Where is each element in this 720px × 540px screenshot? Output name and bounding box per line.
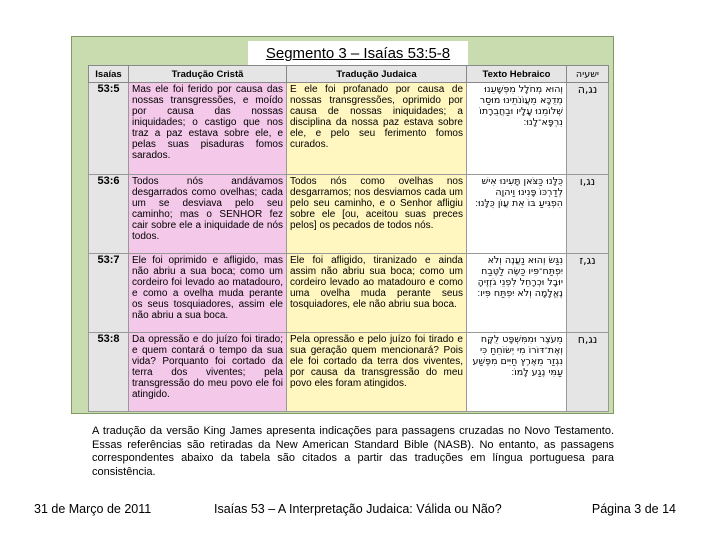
header-isaias: Isaías <box>89 66 129 83</box>
verse-ref: 53:7 <box>89 253 129 332</box>
table-row <box>89 174 609 253</box>
hebrew-verse-ref: נג,ו <box>567 174 609 253</box>
christian-translation: Todos nós andávamos desgarrados como ovelhas; cada um se desviava pelo seu caminho; mas o SENHOR fez cair sobre ele a iniquidade de nós todos. <box>129 174 287 253</box>
christian-translation: Da opressão e do juízo foi tirado; e quem contará o tempo da sua vida? Porquanto foi cortado da terra dos viventes; pela transgressão do meu povo ele foi atingido. <box>129 332 287 411</box>
translation-table <box>88 65 609 412</box>
hebrew-text: מֵעֹצֶר וּמִמִּשְׁפָּט לֻקָּח וְאֶת־דּוֹרוֹ מִי יְשׂוֹחֵחַ כִּי נִגְזַר מֵאֶרֶץ חַיִּים מִפֶּשַׁע עַמִּי נֶגַע לָמוֹ׃ <box>467 332 567 411</box>
hebrew-verse-ref: נג,ה <box>567 83 609 175</box>
header-hebrew-text: Texto Hebraico <box>467 66 567 83</box>
hebrew-text: נִגַּשׂ וְהוּא נַעֲנֶה וְלֹא יִפְתַּח־פִּיו כַּשֶּׂה לַטֶּבַח יוּבָל וּכְרָחֵל לִפְנֵי גֹזְזֶיהָ נֶאֱלָמָה וְלֹא יִפְתַּח פִּיו׃ <box>467 253 567 332</box>
verse-ref: 53:6 <box>89 174 129 253</box>
hebrew-text: כֻּלָּנוּ כַּצֹּאן תָּעִינוּ אִישׁ לְדַרְכּוֹ פָּנִינוּ וַיהוָה הִפְגִּיעַ בּוֹ אֵת עֲוֺן כֻּלָּנוּ׃ <box>467 174 567 253</box>
christian-translation: Ele foi oprimido e afligido, mas não abriu a sua boca; como um cordeiro foi levado ao matadouro, e como a ovelha muda perante os seus tosquiadores, assim ele não abriu a sua boca. <box>129 253 287 332</box>
table-header-row <box>89 66 609 83</box>
jewish-translation: E ele foi profanado por causa de nossas transgressões, oprimido por causa de nossas iniquidades; a disciplina da nossa paz estava sobre ele, e pelo seu ferimento fomos curados. <box>287 83 467 175</box>
jewish-translation: Todos nós como ovelhas nos desgarramos; nos desviamos cada um pelo seu caminho, e o Senhor afligiu sobre ele [ou, aceitou suas preces pelos] os pecados de todos nós. <box>287 174 467 253</box>
verse-ref: 53:5 <box>89 83 129 175</box>
hebrew-verse-ref: נג,ז <box>567 253 609 332</box>
footer-date: 31 de Março de 2011 <box>34 502 152 516</box>
jewish-translation: Pela opressão e pelo juízo foi tirado e sua geração quem mencionará? Pois ele foi cortado da terra dos viventes, por causa da transgressão do meu povo eles foram atingidos. <box>287 332 467 411</box>
hebrew-verse-ref: נג,ח <box>567 332 609 411</box>
header-hebrew-ref: ישעיה <box>567 66 609 83</box>
header-christian: Tradução Cristã <box>129 66 287 83</box>
table-row <box>89 253 609 332</box>
verse-ref: 53:8 <box>89 332 129 411</box>
table-row <box>89 83 609 175</box>
hebrew-text: וְהוּא מְחֹלָל מִפְּשָׁעֵנוּ מְדֻכָּא מֵעֲוֺנֹתֵינוּ מוּסַר שְׁלוֹמֵנוּ עָלָיו וּבַחֲבֻרָתוֹ נִרְפָּא־לָנוּ׃ <box>467 83 567 175</box>
header-jewish: Tradução Judaica <box>287 66 467 83</box>
translation-note: A tradução da versão King James apresenta indicações para passagens cruzadas no Novo Testamento. Essas referências são retiradas da New American Standard Bible (NASB). No entanto, as passagens correspondentes abaixo da tabela são citados a partir das traduções em língua portuguesa para consistência. <box>92 425 614 478</box>
jewish-translation: Ele foi afligido, tiranizado e ainda assim não abriu sua boca; como um cordeiro levado ao matadouro e como uma ovelha muda perante seus tosquiadores, ele não abriu sua boca. <box>287 253 467 332</box>
page-number: Página 3 de 14 <box>591 502 676 516</box>
footer-title: Isaías 53 – A Interpretação Judaica: Válida ou Não? <box>214 502 502 516</box>
christian-translation: Mas ele foi ferido por causa das nossas transgressões, e moído por causa das nossas iniquidades; o castigo que nos traz a paz estava sobre ele, e pelas suas pisaduras fomos sarados. <box>129 83 287 175</box>
table-row <box>89 332 609 411</box>
segment-title: Segmento 3 – Isaías 53:5-8 <box>248 41 468 67</box>
